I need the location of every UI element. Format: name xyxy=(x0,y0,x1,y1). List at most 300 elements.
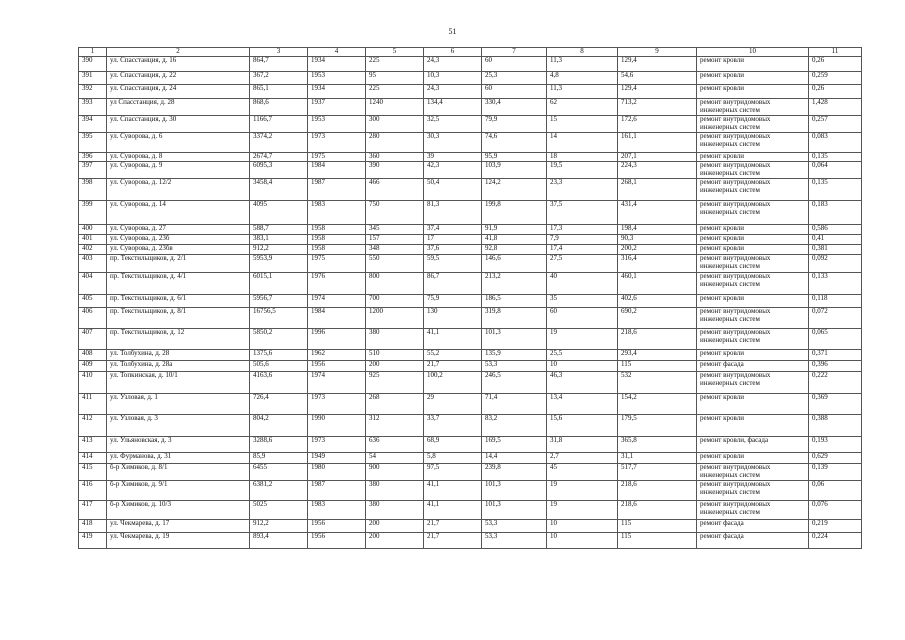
table-cell: 0,629 xyxy=(809,453,862,464)
table-cell: 161,1 xyxy=(618,133,697,153)
table-cell: 10 xyxy=(547,361,618,372)
table-cell: 21,7 xyxy=(424,533,482,549)
table-cell: 1937 xyxy=(308,99,366,116)
table-cell: 74,6 xyxy=(482,133,547,153)
table-cell: 24,3 xyxy=(424,85,482,99)
table-cell: 1975 xyxy=(308,255,366,273)
table-cell: б-р Химиков, д. 8/1 xyxy=(107,464,250,481)
table-cell: 726,4 xyxy=(250,394,308,415)
table-cell: 312 xyxy=(366,415,424,437)
table-cell: ремонт фасада xyxy=(697,533,809,549)
table-row xyxy=(79,520,862,533)
table-cell: 700 xyxy=(366,295,424,308)
table-cell: 11,3 xyxy=(547,85,618,99)
table-cell: 416 xyxy=(79,481,107,501)
table-cell: 1974 xyxy=(308,372,366,394)
table-cell: 5956,7 xyxy=(250,295,308,308)
table-cell: 804,2 xyxy=(250,415,308,437)
table-cell: ремонт внутридомовых инженерных систем xyxy=(697,372,809,394)
table-cell: 13,4 xyxy=(547,394,618,415)
table-row xyxy=(79,329,862,350)
table-cell: ремонт внутридомовых инженерных систем xyxy=(697,162,809,179)
table-row xyxy=(79,225,862,235)
table-cell: 11,3 xyxy=(547,57,618,72)
table-cell: 3288,6 xyxy=(250,437,308,453)
table-cell: ул. Узловая, д. 3 xyxy=(107,415,250,437)
table-cell: 396 xyxy=(79,153,107,162)
table-cell: 268 xyxy=(366,394,424,415)
table-cell: ул. Суворова, д. 23бв xyxy=(107,245,250,255)
table-cell: 130 xyxy=(424,308,482,329)
table-cell: 1,428 xyxy=(809,99,862,116)
table-cell: 1956 xyxy=(308,533,366,549)
table-cell: 5850,2 xyxy=(250,329,308,350)
table-row xyxy=(79,394,862,415)
table-cell: 54 xyxy=(366,453,424,464)
table-cell: 550 xyxy=(366,255,424,273)
table-cell: ремонт внутридомовых инженерных систем xyxy=(697,116,809,133)
table-cell: 6455 xyxy=(250,464,308,481)
table-row xyxy=(79,85,862,99)
table-cell: 1990 xyxy=(308,415,366,437)
table-cell: 5,8 xyxy=(424,453,482,464)
table-cell: 50,4 xyxy=(424,179,482,201)
table-cell: 21,7 xyxy=(424,361,482,372)
table-cell: 16756,5 xyxy=(250,308,308,329)
table-cell: 2674,7 xyxy=(250,153,308,162)
table-cell: 3458,4 xyxy=(250,179,308,201)
table-cell: ремонт кровли xyxy=(697,415,809,437)
table-cell: 0,139 xyxy=(809,464,862,481)
table-cell: 18 xyxy=(547,153,618,162)
table-cell: 85,9 xyxy=(250,453,308,464)
table-cell: 10,3 xyxy=(424,72,482,85)
table-cell: 1200 xyxy=(366,308,424,329)
table-cell: 115 xyxy=(618,520,697,533)
table-cell: 1956 xyxy=(308,520,366,533)
table-cell: 466 xyxy=(366,179,424,201)
table-cell: 115 xyxy=(618,533,697,549)
table-cell: 300 xyxy=(366,116,424,133)
table-cell: 636 xyxy=(366,437,424,453)
column-header: 2 xyxy=(107,48,250,57)
table-cell: 75,9 xyxy=(424,295,482,308)
table-cell: ремонт внутридомовых инженерных систем xyxy=(697,308,809,329)
table-cell: 146,6 xyxy=(482,255,547,273)
table-cell: 0,06 xyxy=(809,481,862,501)
table-cell: 460,1 xyxy=(618,273,697,295)
table-cell: 37,5 xyxy=(547,201,618,225)
table-cell: 395 xyxy=(79,133,107,153)
table-row xyxy=(79,464,862,481)
table-cell: 1975 xyxy=(308,153,366,162)
table-cell: 169,5 xyxy=(482,437,547,453)
table-row xyxy=(79,415,862,437)
table-cell: 97,5 xyxy=(424,464,482,481)
table-cell: 1953 xyxy=(308,72,366,85)
table-cell: 53,3 xyxy=(482,533,547,549)
table-cell: 1983 xyxy=(308,201,366,225)
table-cell: 101,3 xyxy=(482,501,547,520)
table-cell: 6381,2 xyxy=(250,481,308,501)
table-cell: 95,9 xyxy=(482,153,547,162)
table-cell: 92,8 xyxy=(482,245,547,255)
table-cell: 17 xyxy=(424,235,482,245)
column-header: 11 xyxy=(809,48,862,57)
table-cell: 224,3 xyxy=(618,162,697,179)
table-cell: 7,9 xyxy=(547,235,618,245)
table-cell: 280 xyxy=(366,133,424,153)
table-cell: ремонт внутридомовых инженерных систем xyxy=(697,501,809,520)
table-cell: 410 xyxy=(79,372,107,394)
table-cell: 0,092 xyxy=(809,255,862,273)
table-cell: 129,4 xyxy=(618,57,697,72)
table-cell: 225 xyxy=(366,85,424,99)
table-cell: ул. Суворова, д. 12/2 xyxy=(107,179,250,201)
table-cell: 19 xyxy=(547,501,618,520)
table-row xyxy=(79,295,862,308)
table-cell: 154,2 xyxy=(618,394,697,415)
repair-table xyxy=(78,47,862,549)
table-cell: 414 xyxy=(79,453,107,464)
table-cell: ремонт внутридомовых инженерных систем xyxy=(697,201,809,225)
table-cell: 1934 xyxy=(308,85,366,99)
table-cell: 588,7 xyxy=(250,225,308,235)
table-row xyxy=(79,99,862,116)
table-cell: 1375,6 xyxy=(250,350,308,361)
table-cell: ремонт внутридомовых инженерных систем xyxy=(697,255,809,273)
table-row xyxy=(79,501,862,520)
table-cell: 41,1 xyxy=(424,501,482,520)
table-cell: 417 xyxy=(79,501,107,520)
table-body xyxy=(79,48,862,549)
table-cell: ул. Чекмарева, д. 17 xyxy=(107,520,250,533)
table-cell: 59,5 xyxy=(424,255,482,273)
column-header: 9 xyxy=(618,48,697,57)
table-row xyxy=(79,437,862,453)
table-cell: 402,6 xyxy=(618,295,697,308)
table-cell: ремонт кровли xyxy=(697,85,809,99)
table-cell: 10 xyxy=(547,533,618,549)
table-cell: 2,7 xyxy=(547,453,618,464)
table-cell: 6015,1 xyxy=(250,273,308,295)
table-cell: 925 xyxy=(366,372,424,394)
table-cell: 0,381 xyxy=(809,245,862,255)
table-cell: 345 xyxy=(366,225,424,235)
table-cell: 53,3 xyxy=(482,361,547,372)
table-cell: 401 xyxy=(79,235,107,245)
table-row xyxy=(79,162,862,179)
table-cell: 0,26 xyxy=(809,85,862,99)
table-cell: 1958 xyxy=(308,245,366,255)
table-cell: 37,4 xyxy=(424,225,482,235)
table-cell: 10 xyxy=(547,520,618,533)
table-cell: 532 xyxy=(618,372,697,394)
table-row xyxy=(79,453,862,464)
table-cell: 0,586 xyxy=(809,225,862,235)
table-cell: ремонт внутридомовых инженерных систем xyxy=(697,464,809,481)
table-cell: ремонт кровли xyxy=(697,72,809,85)
table-cell: 24,3 xyxy=(424,57,482,72)
table-cell: 360 xyxy=(366,153,424,162)
table-cell: 406 xyxy=(79,308,107,329)
table-cell: 1983 xyxy=(308,501,366,520)
table-cell: 101,3 xyxy=(482,329,547,350)
table-cell: 0,083 xyxy=(809,133,862,153)
table-row xyxy=(79,372,862,394)
table-cell: 31,8 xyxy=(547,437,618,453)
table-cell: 268,1 xyxy=(618,179,697,201)
table-cell: пр. Текстильщиков, д. 12 xyxy=(107,329,250,350)
table-cell: 41,1 xyxy=(424,329,482,350)
table-cell: 408 xyxy=(79,350,107,361)
table-cell: 1956 xyxy=(308,361,366,372)
table-cell: 1166,7 xyxy=(250,116,308,133)
table-cell: 21,7 xyxy=(424,520,482,533)
table-cell: 42,3 xyxy=(424,162,482,179)
table-cell: 1953 xyxy=(308,116,366,133)
table-cell: 0,259 xyxy=(809,72,862,85)
table-cell: 1958 xyxy=(308,225,366,235)
table-cell: ремонт внутридомовых инженерных систем xyxy=(697,329,809,350)
table-row xyxy=(79,481,862,501)
table-cell: пр. Текстильщиков, д. 4/1 xyxy=(107,273,250,295)
table-cell: 200,2 xyxy=(618,245,697,255)
table-cell: ул. Чекмарева, д. 19 xyxy=(107,533,250,549)
table-cell: 319,8 xyxy=(482,308,547,329)
table-cell: 39 xyxy=(424,153,482,162)
table-cell: 19,5 xyxy=(547,162,618,179)
table-cell: 218,6 xyxy=(618,501,697,520)
table-cell: 330,4 xyxy=(482,99,547,116)
table-cell: 415 xyxy=(79,464,107,481)
table-cell: 713,2 xyxy=(618,99,697,116)
table-cell: 293,4 xyxy=(618,350,697,361)
table-cell: 865,1 xyxy=(250,85,308,99)
table-cell: 399 xyxy=(79,201,107,225)
column-header: 7 xyxy=(482,48,547,57)
column-header: 10 xyxy=(697,48,809,57)
table-cell: 0,224 xyxy=(809,533,862,549)
table-cell: 14 xyxy=(547,133,618,153)
table-cell: 1996 xyxy=(308,329,366,350)
table-cell: 418 xyxy=(79,520,107,533)
table-cell: 1962 xyxy=(308,350,366,361)
table-row xyxy=(79,133,862,153)
table-cell: 510 xyxy=(366,350,424,361)
column-header: 6 xyxy=(424,48,482,57)
table-cell: 0,183 xyxy=(809,201,862,225)
table-cell: 5953,9 xyxy=(250,255,308,273)
table-cell: 17,4 xyxy=(547,245,618,255)
table-cell: 25,3 xyxy=(482,72,547,85)
table-cell: 54,6 xyxy=(618,72,697,85)
table-cell: 225 xyxy=(366,57,424,72)
table-cell: 392 xyxy=(79,85,107,99)
table-cell: 0,193 xyxy=(809,437,862,453)
table-cell: 90,3 xyxy=(618,235,697,245)
table-row xyxy=(79,350,862,361)
table-cell: 412 xyxy=(79,415,107,437)
table-row xyxy=(79,361,862,372)
table-cell: ул. Суворова, д. 27 xyxy=(107,225,250,235)
table-cell: ремонт внутридомовых инженерных систем xyxy=(697,133,809,153)
table-cell: 207,1 xyxy=(618,153,697,162)
table-row xyxy=(79,273,862,295)
table-row xyxy=(79,308,862,329)
table-cell: 0,072 xyxy=(809,308,862,329)
table-cell: ремонт кровли, фасада xyxy=(697,437,809,453)
table-cell: 0,076 xyxy=(809,501,862,520)
table-cell: 409 xyxy=(79,361,107,372)
table-cell: 0,135 xyxy=(809,153,862,162)
table-cell: 431,4 xyxy=(618,201,697,225)
table-cell: 115 xyxy=(618,361,697,372)
table-cell: 55,2 xyxy=(424,350,482,361)
table-cell: б-р Химиков, д. 9/1 xyxy=(107,481,250,501)
table-cell: 95 xyxy=(366,72,424,85)
table-cell: 41,1 xyxy=(424,481,482,501)
column-header: 4 xyxy=(308,48,366,57)
table-cell: ул. Спасстанция, д. 16 xyxy=(107,57,250,72)
table-cell: 0,41 xyxy=(809,235,862,245)
table-cell: 23,3 xyxy=(547,179,618,201)
table-cell: 407 xyxy=(79,329,107,350)
table-cell: 0,222 xyxy=(809,372,862,394)
table-cell: 40 xyxy=(547,273,618,295)
table-cell: 17,3 xyxy=(547,225,618,235)
table-cell: 60 xyxy=(482,57,547,72)
table-cell: 46,3 xyxy=(547,372,618,394)
table-cell: 380 xyxy=(366,481,424,501)
table-cell: 397 xyxy=(79,162,107,179)
table-cell: 391 xyxy=(79,72,107,85)
table-cell: 0,369 xyxy=(809,394,862,415)
table-cell: 1984 xyxy=(308,308,366,329)
table-cell: 135,9 xyxy=(482,350,547,361)
table-cell: 68,9 xyxy=(424,437,482,453)
table-cell: 33,7 xyxy=(424,415,482,437)
table-cell: 103,9 xyxy=(482,162,547,179)
table-row xyxy=(79,255,862,273)
table-cell: 380 xyxy=(366,501,424,520)
table-cell: 239,8 xyxy=(482,464,547,481)
table-cell: 86,7 xyxy=(424,273,482,295)
table-cell: ремонт кровли xyxy=(697,57,809,72)
table-cell: ремонт кровли xyxy=(697,453,809,464)
table-row xyxy=(79,245,862,255)
table-cell: 179,5 xyxy=(618,415,697,437)
table-cell: 0,135 xyxy=(809,179,862,201)
table-cell: 60 xyxy=(482,85,547,99)
table-row xyxy=(79,57,862,72)
table-cell: 0,388 xyxy=(809,415,862,437)
table-cell: 0,065 xyxy=(809,329,862,350)
page-number: 51 xyxy=(448,27,457,36)
table-cell: ремонт кровли xyxy=(697,153,809,162)
table-cell: ремонт кровли xyxy=(697,295,809,308)
table-cell: 79,9 xyxy=(482,116,547,133)
table-cell: 383,1 xyxy=(250,235,308,245)
table-cell: 198,4 xyxy=(618,225,697,235)
table-cell: 83,2 xyxy=(482,415,547,437)
table-cell: 1958 xyxy=(308,235,366,245)
table-cell: 390 xyxy=(79,57,107,72)
table-cell: 398 xyxy=(79,179,107,201)
table-cell: 71,4 xyxy=(482,394,547,415)
table-row xyxy=(79,179,862,201)
table-cell: 15,6 xyxy=(547,415,618,437)
table-cell: 0,219 xyxy=(809,520,862,533)
table-cell: 0,371 xyxy=(809,350,862,361)
table-cell: 35 xyxy=(547,295,618,308)
table-cell: ул. Спасстанция, д. 22 xyxy=(107,72,250,85)
table-cell: ремонт кровли xyxy=(697,225,809,235)
table-row xyxy=(79,533,862,549)
table-cell: ремонт внутридомовых инженерных систем xyxy=(697,179,809,201)
column-header: 3 xyxy=(250,48,308,57)
table-cell: ремонт кровли xyxy=(697,245,809,255)
table-cell: ул. Узловая, д. 1 xyxy=(107,394,250,415)
table-row xyxy=(79,201,862,225)
table-row xyxy=(79,72,862,85)
table-cell: 6095,3 xyxy=(250,162,308,179)
table-cell: 750 xyxy=(366,201,424,225)
table-cell: 413 xyxy=(79,437,107,453)
table-cell: 199,8 xyxy=(482,201,547,225)
table-cell: 27,5 xyxy=(547,255,618,273)
table-cell: 45 xyxy=(547,464,618,481)
table-cell: 365,8 xyxy=(618,437,697,453)
table-cell: ул. Спасстанция, д. 30 xyxy=(107,116,250,133)
table-cell: пр. Текстильщиков, д. 8/1 xyxy=(107,308,250,329)
table-cell: 1974 xyxy=(308,295,366,308)
table-cell: 124,2 xyxy=(482,179,547,201)
table-cell: 4095 xyxy=(250,201,308,225)
table-cell: 218,6 xyxy=(618,329,697,350)
table-cell: 316,4 xyxy=(618,255,697,273)
table-cell: ул. Суворова, д. 14 xyxy=(107,201,250,225)
table-cell: 5025 xyxy=(250,501,308,520)
table-cell: 25,5 xyxy=(547,350,618,361)
table-cell: 186,5 xyxy=(482,295,547,308)
table-row xyxy=(79,235,862,245)
table-cell: 690,2 xyxy=(618,308,697,329)
table-cell: 218,6 xyxy=(618,481,697,501)
table-cell: ремонт внутридомовых инженерных систем xyxy=(697,273,809,295)
table-cell: ул. Топкинская, д. 10/1 xyxy=(107,372,250,394)
table-cell: 32,5 xyxy=(424,116,482,133)
table-cell: 0,257 xyxy=(809,116,862,133)
table-cell: 517,7 xyxy=(618,464,697,481)
table-cell: 53,3 xyxy=(482,520,547,533)
table-cell: 800 xyxy=(366,273,424,295)
table-cell: 157 xyxy=(366,235,424,245)
table-cell: 868,6 xyxy=(250,99,308,116)
table-cell: 29 xyxy=(424,394,482,415)
table-cell: ул. Суворова, д. 6 xyxy=(107,133,250,153)
table-cell: 4,8 xyxy=(547,72,618,85)
table-cell: 41,8 xyxy=(482,235,547,245)
table-cell: 402 xyxy=(79,245,107,255)
table-cell: 505,6 xyxy=(250,361,308,372)
table-cell: б-р Химиков, д. 10/3 xyxy=(107,501,250,520)
table-cell: 4163,6 xyxy=(250,372,308,394)
table-cell: 81,3 xyxy=(424,201,482,225)
table-cell: 134,4 xyxy=(424,99,482,116)
table-cell: 0,133 xyxy=(809,273,862,295)
table-cell: 348 xyxy=(366,245,424,255)
